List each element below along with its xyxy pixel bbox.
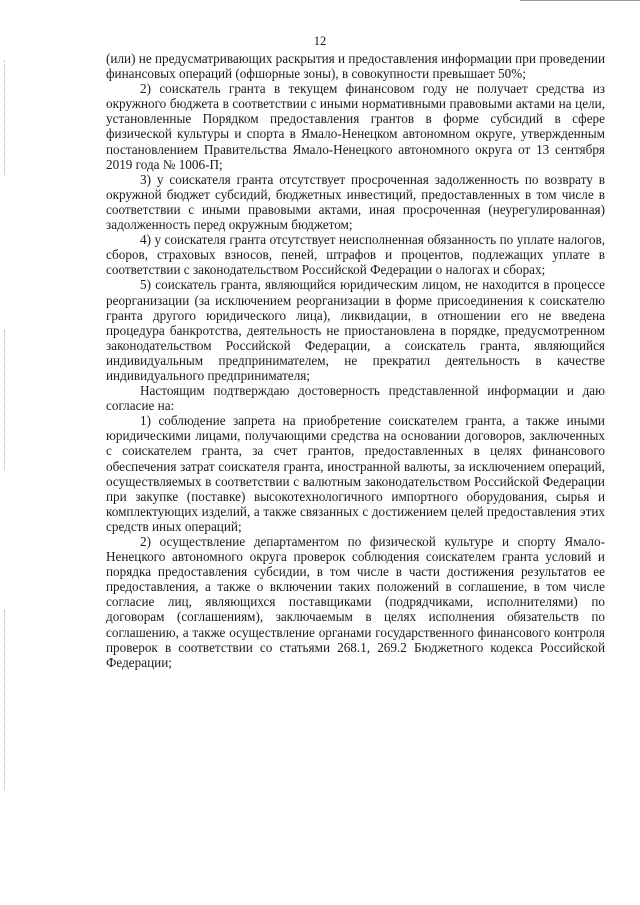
paragraph: 4) у соискателя гранта отсутствует неисполненная обязанность по уплате налогов, сборов, страховых взносов, пеней, штрафов и процентов, подлежащих уплате в соответствии с законодательством Российской Федерации о налогах и сборах; (106, 232, 605, 278)
scan-edge-line (520, 0, 640, 1)
paragraph: 1) соблюдение запрета на приобретение соискателем гранта, а также иными юридическими лицами, получающими средства на основании договоров, заключенных с соискателем гранта, за счет грантов, предоставленных в целях финансового обеспечения затрат соискателя гранта, иностранной валюты, за исключением операций, осуществляемых в соответствии с валютным законодательством Российской Федерации при закупке (поставке) высокотехнологичного импортного оборудования, сырья и комплектующих изделий, а также связанных с достижением целей предоставления этих средств иных операций; (106, 413, 605, 534)
paragraph: Настоящим подтверждаю достоверность представленной информации и даю согласие на: (106, 383, 605, 414)
paragraph: 3) у соискателя гранта отсутствует просроченная задолженность по возврату в окружной бюджет субсидий, бюджетных инвестиций, предоставленных в том числе в соответствии с иными правовыми актами, иная просроченная (неурегулированная) задолженность перед окружным бюджетом; (106, 171, 605, 233)
paragraph: 2) соискатель гранта в текущем финансовом году не получает средства из окружного бюджета в соответствии с иными нормативными правовыми актами на цели, установленные Порядком предоставления грантов в форме субсидий в сфере физической культуры и спорта в Ямало-Ненецком автономном округе, утвержденным постановлением Правительства Ямало-Ненецкого автономного округа от 13 сентября 2019 года № 1006-П; (106, 81, 605, 172)
page-number: 12 (313, 34, 327, 48)
binding-margin-dots (4, 610, 6, 790)
paragraph: 2) осуществление департаментом по физической культуре и спорту Ямало-Ненецкого автономного округа проверок соблюдения соискателем гранта условий и порядка предоставления субсидии, в том числе в части достижения результатов ее предоставления, а также о включении таких положений в соглашение, в том числе согласие лиц, являющихся поставщиками (подрядчиками, исполнителями) по договорам (соглашениям), заключаемым в целях исполнения обязательств по соглашению, а также осуществление органами государственного финансового контроля проверок в соответствии со статьями 268.1, 269.2 Бюджетного кодекса Российской Федерации; (106, 534, 605, 670)
paragraph: 5) соискатель гранта, являющийся юридическим лицом, не находится в процессе реорганизации (за исключением реорганизации в форме присоединения к соискателю гранта другого юридического лица), ликвидации, в отношении его не введена процедура банкротства, деятельность не приостановлена в порядке, предусмотренном законодательством Российской Федерации, а соискатель гранта, являющийся индивидуальным предпринимателем, не прекратил деятельность в качестве индивидуального предпринимателя; (106, 277, 605, 383)
document-body (106, 51, 605, 670)
binding-margin-dots (4, 60, 6, 175)
binding-margin-dots (4, 330, 6, 470)
paragraph: (или) не предусматривающих раскрытия и предоставления информации при проведении финансовых операций (офшорные зоны), в совокупности превышает 50%; (106, 51, 605, 82)
